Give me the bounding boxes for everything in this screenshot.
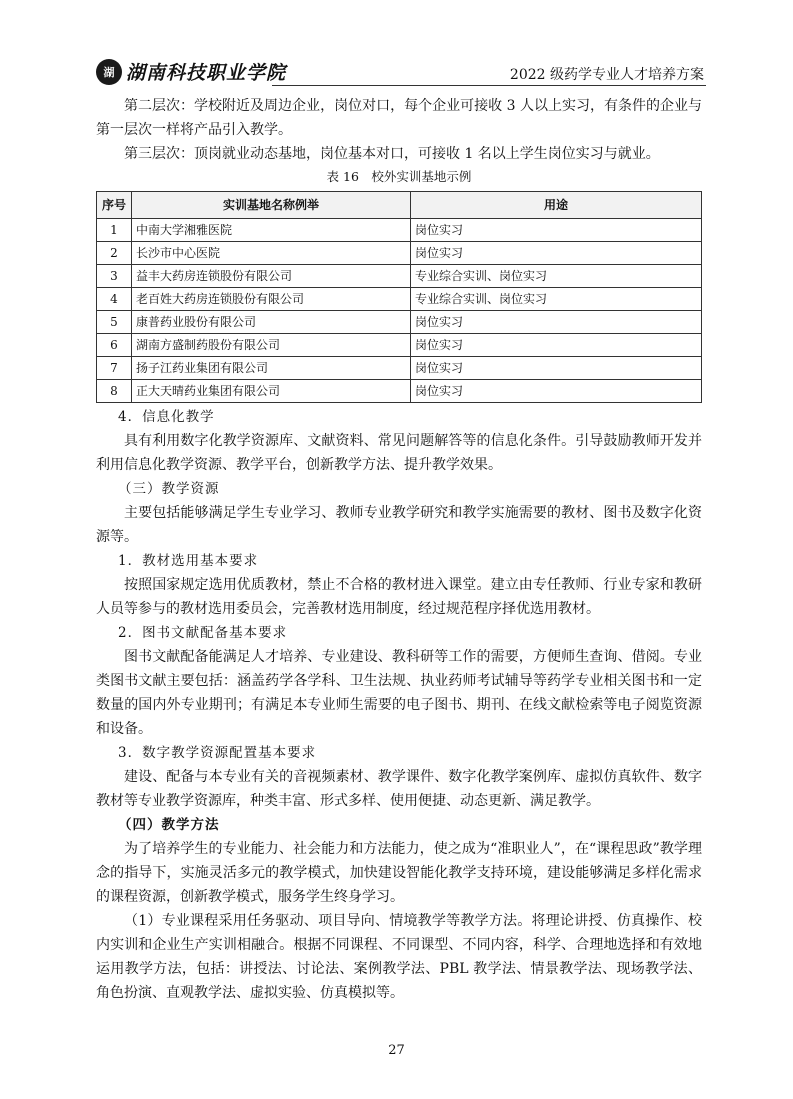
college-name-logo: 湖南科技职业学院 (126, 62, 287, 84)
table-caption: 表 16 校外实训基地示例 (326, 169, 472, 184)
cell-usage: 岗位实习 (411, 242, 702, 265)
cell-name: 老百姓大药房连锁股份有限公司 (132, 288, 411, 311)
college-logo (96, 58, 286, 85)
paragraph-methods-1: 为了培养学生的专业能力、社会能力和方法能力，使之成为“准职业人”，在“课程思政”教学理念的指导下，实施灵活多元的教学模式，加快建设智能化教学支持环境，建设能够满足多样化需求的课程资源，创新教学模式，服务学生终身学习。 (96, 841, 702, 905)
table-row (97, 265, 702, 288)
col-header-name: 实训基地名称例举 (132, 192, 411, 219)
college-seal-icon: 湖 (96, 59, 122, 85)
table-row (97, 380, 702, 403)
subsection-heading-digital: 3．数字教学资源配置基本要求 (118, 745, 317, 761)
col-header-index: 序号 (97, 192, 132, 219)
cell-usage: 专业综合实训、岗位实习 (411, 265, 702, 288)
table-row (97, 311, 702, 334)
subsection-heading-library: 2．图书文献配备基本要求 (118, 625, 288, 641)
cell-name: 益丰大药房连锁股份有限公司 (132, 265, 411, 288)
cell-index: 2 (97, 242, 132, 265)
paragraph-informatization: 具有利用数字化教学资源库、文献资料、常见问题解答等的信息化条件。引导鼓励教师开发并利用信息化教学资源、教学平台，创新教学方法、提升教学效果。 (96, 433, 702, 473)
cell-usage: 岗位实习 (411, 311, 702, 334)
paragraph-textbooks: 按照国家规定选用优质教材，禁止不合格的教材进入课堂。建立由专任教师、行业专家和教研人员等参与的教材选用委员会，完善教材选用制度，经过规范程序择优选用教材。 (96, 577, 702, 617)
cell-name: 正大天晴药业集团有限公司 (132, 380, 411, 403)
subsection-heading-textbooks: 1．教材选用基本要求 (118, 553, 259, 569)
cell-usage: 专业综合实训、岗位实习 (411, 288, 702, 311)
cell-usage: 岗位实习 (411, 380, 702, 403)
cell-index: 6 (97, 334, 132, 357)
table-row (97, 219, 702, 242)
table-row (97, 242, 702, 265)
section-heading-resources: （三）教学资源 (118, 481, 220, 497)
cell-index: 7 (97, 357, 132, 380)
paragraph-library: 图书文献配备能满足人才培养、专业建设、教科研等工作的需要，方便师生查询、借阅。专业类图书文献主要包括：涵盖药学各学科、卫生法规、执业药师考试辅导等药学专业相关图书和一定数量的国内外专业期刊；有满足本专业师生需要的电子图书、期刊、在线文献检索等电子阅览资源和设备。 (96, 649, 702, 737)
page-body (96, 94, 702, 1005)
table-row (97, 357, 702, 380)
paragraph-digital: 建设、配备与本专业有关的音视频素材、教学课件、数字化教学案例库、虚拟仿真软件、数字教材等专业教学资源库，种类丰富、形式多样、使用便捷、动态更新、满足教学。 (96, 769, 702, 809)
table-row (97, 288, 702, 311)
cell-index: 4 (97, 288, 132, 311)
paragraph-resources: 主要包括能够满足学生专业学习、教师专业教学研究和教学实施需要的教材、图书及数字化资源等。 (96, 505, 702, 545)
cell-name: 湖南方盛制药股份有限公司 (132, 334, 411, 357)
cell-name: 中南大学湘雅医院 (132, 219, 411, 242)
cell-name: 扬子江药业集团有限公司 (132, 357, 411, 380)
training-base-table (96, 191, 702, 403)
paragraph-methods-2: （1）专业课程采用任务驱动、项目导向、情境教学等教学方法。将理论讲授、仿真操作、校内实训和企业生产实训相融合。根据不同课程、不同课型、不同内容，科学、合理地选择和有效地运用教学方法，包括：讲授法、讨论法、案例教学法、PBL 教学法、情景教学法、现场教学法、角色扮演、直观教学法、虚拟实验、仿真模拟等。 (96, 913, 702, 1001)
cell-index: 3 (97, 265, 132, 288)
cell-usage: 岗位实习 (411, 219, 702, 242)
cell-index: 1 (97, 219, 132, 242)
col-header-usage: 用途 (411, 192, 702, 219)
cell-index: 5 (97, 311, 132, 334)
page-number: 27 (388, 1043, 405, 1058)
document-title: 2022 级药学专业人才培养方案 (509, 67, 704, 83)
cell-name: 康普药业股份有限公司 (132, 311, 411, 334)
section-heading-informatization: 4．信息化教学 (118, 409, 215, 425)
cell-index: 8 (97, 380, 132, 403)
page-header (96, 56, 706, 86)
cell-usage: 岗位实习 (411, 357, 702, 380)
section-heading-methods: （四）教学方法 (118, 817, 220, 833)
header-divider (272, 85, 706, 86)
table-header-row (97, 192, 702, 219)
cell-usage: 岗位实习 (411, 334, 702, 357)
table-row (97, 334, 702, 357)
cell-name: 长沙市中心医院 (132, 242, 411, 265)
paragraph-level-3: 第三层次：顶岗就业动态基地，岗位基本对口，可接收 1 名以上学生岗位实习与就业。 (124, 146, 660, 162)
paragraph-level-2: 第二层次：学校附近及周边企业，岗位对口，每个企业可接收 3 人以上实习，有条件的企业与第一层次一样将产品引入教学。 (96, 98, 702, 138)
